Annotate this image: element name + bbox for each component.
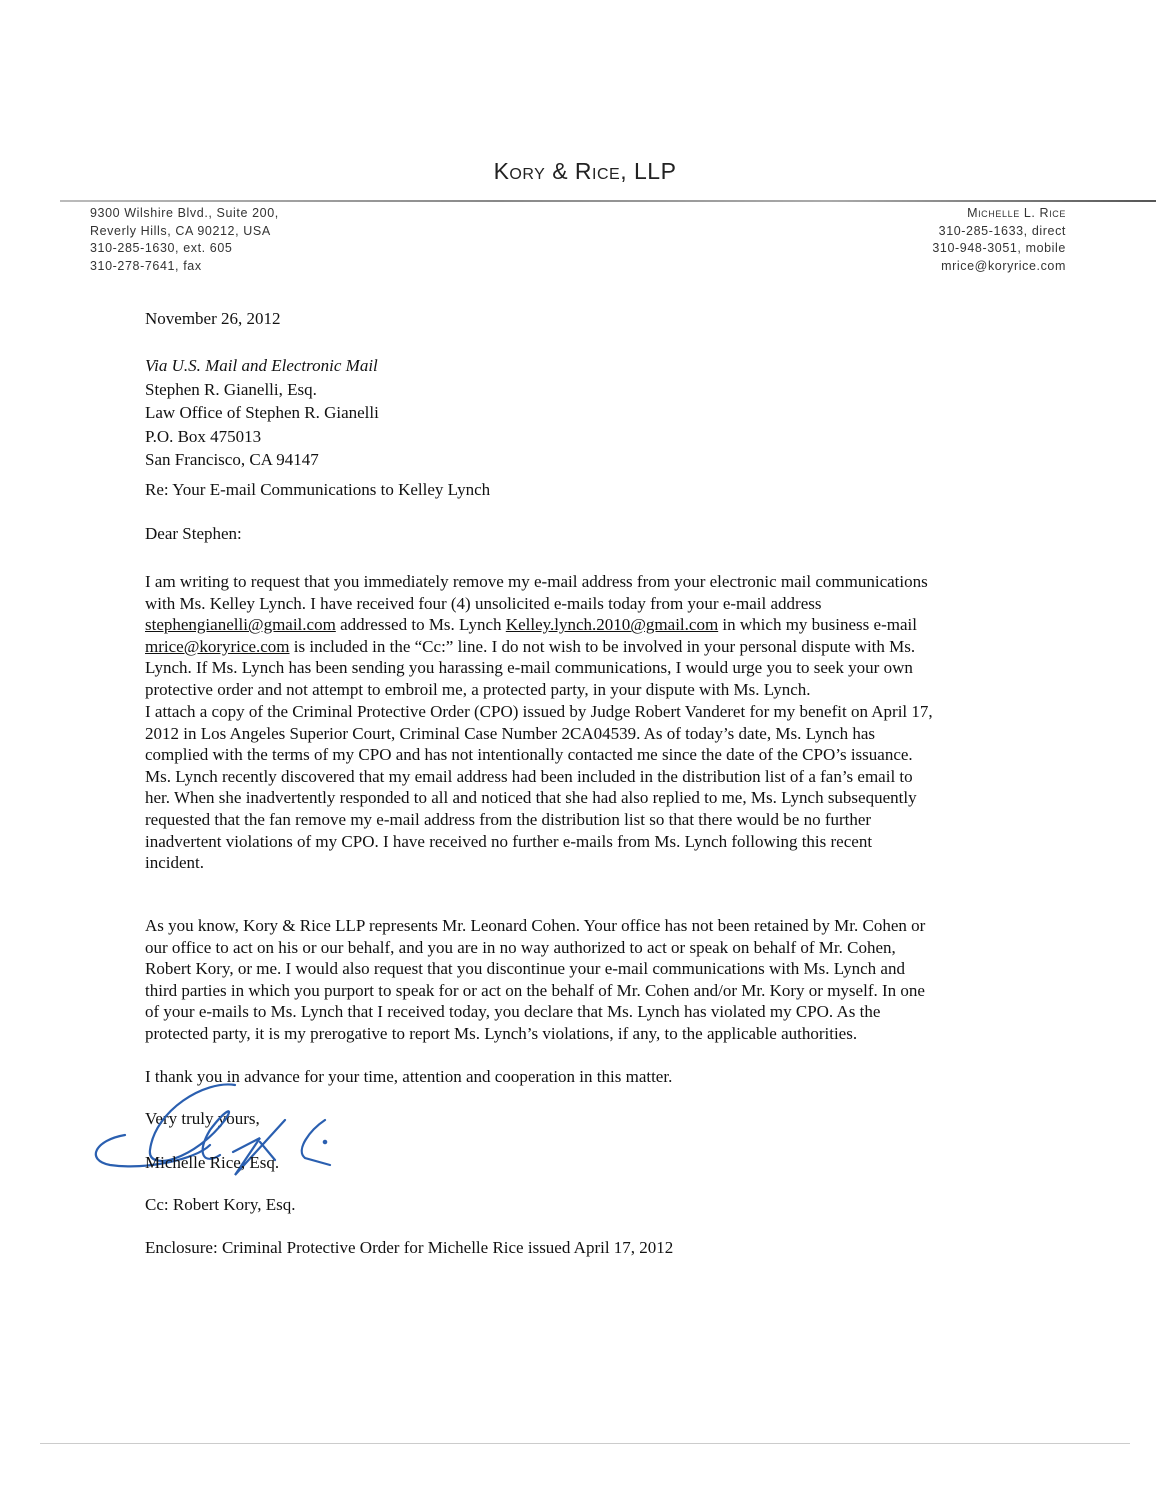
paragraph-line [145,657,928,679]
text-segment: with Ms. Kelley Lynch. I have received four (4) unsolicited e-mails today from your e-mail address [145,593,822,613]
email-link[interactable]: Kelley.lynch.2010@gmail.com [505,615,719,635]
paragraph-line [145,852,933,874]
enclosure-line: Enclosure: Criminal Protective Order for Michelle Rice issued April 17, 2012 [145,1238,674,1257]
firm-address-block [90,205,279,275]
paragraph-line [145,571,928,593]
text-segment: inadvertent violations of my CPO. I have received no further e-mails from Ms. Lynch following this recent [145,831,873,851]
paragraph-line [145,701,933,723]
closing: Very truly yours, [145,1109,260,1128]
text-segment: Robert Kory, or me. I would also request that you discontinue your e-mail communications with Ms. Lynch and [145,959,905,979]
text-segment: of your e-mails to Ms. Lynch that I received today, you declare that Ms. Lynch has violated my CPO. As the [145,1002,881,1022]
paragraph-line [145,958,925,980]
firm-address-line: Reverly Hills, CA 90212, USA [90,223,271,238]
paragraph-line [145,980,925,1002]
paragraph-line [145,787,933,809]
text-segment: is included in the “Cc:” line. I do not wish to be involved in your personal dispute with Ms. [289,636,916,656]
text-segment: protected party, it is my prerogative to report Ms. Lynch’s violations, if any, to the applicable authorities. [145,1023,858,1043]
attorney-email: mrice@koryrice.com [941,258,1066,273]
paragraph-line [145,723,933,745]
paragraph-line [145,593,928,615]
footer-rule [40,1443,1130,1444]
text-segment: I attach a copy of the Criminal Protective Order (CPO) issued by Judge Robert Vanderet for my benefit on April 17, [145,702,933,721]
signature-image [85,1080,345,1190]
recipient-line: Law Office of Stephen R. Gianelli [145,403,379,423]
attorney-contact-block [932,205,1066,275]
paragraph-line [145,1001,925,1023]
recipient-line: P.O. Box 475013 [145,426,262,446]
text-segment: third parties in which you purport to speak for or act on the behalf of Mr. Cohen and/or Mr. Kory or myself. In one [145,980,925,1000]
text-segment: addressed to Ms. Lynch [335,615,506,635]
body-paragraph-1 [145,571,928,701]
paragraph-line [145,809,933,831]
letterhead-firm-name: Kory & Rice, LLP [493,158,677,184]
firm-fax: 310-278-7641, fax [90,258,202,273]
text-segment: our office to act on his or our behalf, and you are in no way authorized to act or speak on behalf of Mr. Cohen, [145,937,896,957]
text-segment: requested that the fan remove my e-mail address from the distribution list so that there would be no further [145,809,872,829]
text-segment: I thank you in advance for your time, attention and cooperation in this matter. [145,1067,673,1086]
text-segment: in which my business e-mail [718,615,917,635]
recipient-line: San Francisco, CA 94147 [145,450,319,470]
salutation: Dear Stephen: [145,524,242,543]
signer-name: Michelle Rice, Esq. [145,1153,280,1172]
recipient-line: Stephen R. Gianelli, Esq. [145,379,317,399]
paragraph-line [145,679,928,701]
paragraph-line [145,937,925,959]
text-segment: incident. [145,853,205,873]
subject-line: Re: Your E-mail Communications to Kelley Lynch [145,480,491,499]
paragraph-line [145,744,933,766]
attorney-name: Michelle L. Rice [967,206,1066,220]
paragraph-line [145,915,925,937]
text-segment: Lynch. If Ms. Lynch has been sending you harassing e-mail communications, I would urge you to seek your own [145,658,913,678]
firm-phone: 310-285-1630, ext. 605 [90,241,233,255]
text-segment: Ms. Lynch recently discovered that my email address had been included in the distribution list of a fan’s email to [145,766,913,786]
paragraph-line [145,1023,925,1045]
body-paragraph-3 [145,915,925,1045]
body-paragraph-2 [145,701,933,874]
text-segment: complied with the terms of my CPO and has not intentionally contacted me since the date of the CPO’s issuance. [145,745,913,765]
attorney-mobile-phone: 310-948-3051, mobile [932,241,1066,255]
paragraph-line [145,636,928,658]
letter-date: November 26, 2012 [145,309,281,328]
text-segment: As you know, Kory & Rice LLP represents Mr. Leonard Cohen. Your office has not been retained by Mr. Cohen or [145,916,926,935]
cc-line: Cc: Robert Kory, Esq. [145,1195,296,1214]
text-segment: protective order and not attempt to embroil me, a protected party, in your dispute with Ms. Lynch. [145,679,811,699]
paragraph-line [145,614,928,636]
text-segment: I am writing to request that you immediately remove my e-mail address from your electronic mail communications [145,572,928,591]
email-link[interactable]: stephengianelli@gmail.com [145,615,336,635]
text-segment: 2012 in Los Angeles Superior Court, Criminal Case Number 2CA04539. As of today’s date, Ms. Lynch has [145,723,875,743]
paragraph-line [145,766,933,788]
letterhead-rule [60,200,1156,202]
attorney-direct-phone: 310-285-1633, direct [938,223,1066,238]
email-link[interactable]: mrice@koryrice.com [145,636,290,656]
firm-address-line: 9300 Wilshire Blvd., Suite 200, [90,206,279,220]
text-segment: her. When she inadvertently responded to all and noticed that she had also replied to me, Ms. Lynch subsequently [145,788,917,808]
recipient-block [145,354,379,472]
paragraph-line [145,831,933,853]
delivery-method: Via U.S. Mail and Electronic Mail [145,356,378,375]
